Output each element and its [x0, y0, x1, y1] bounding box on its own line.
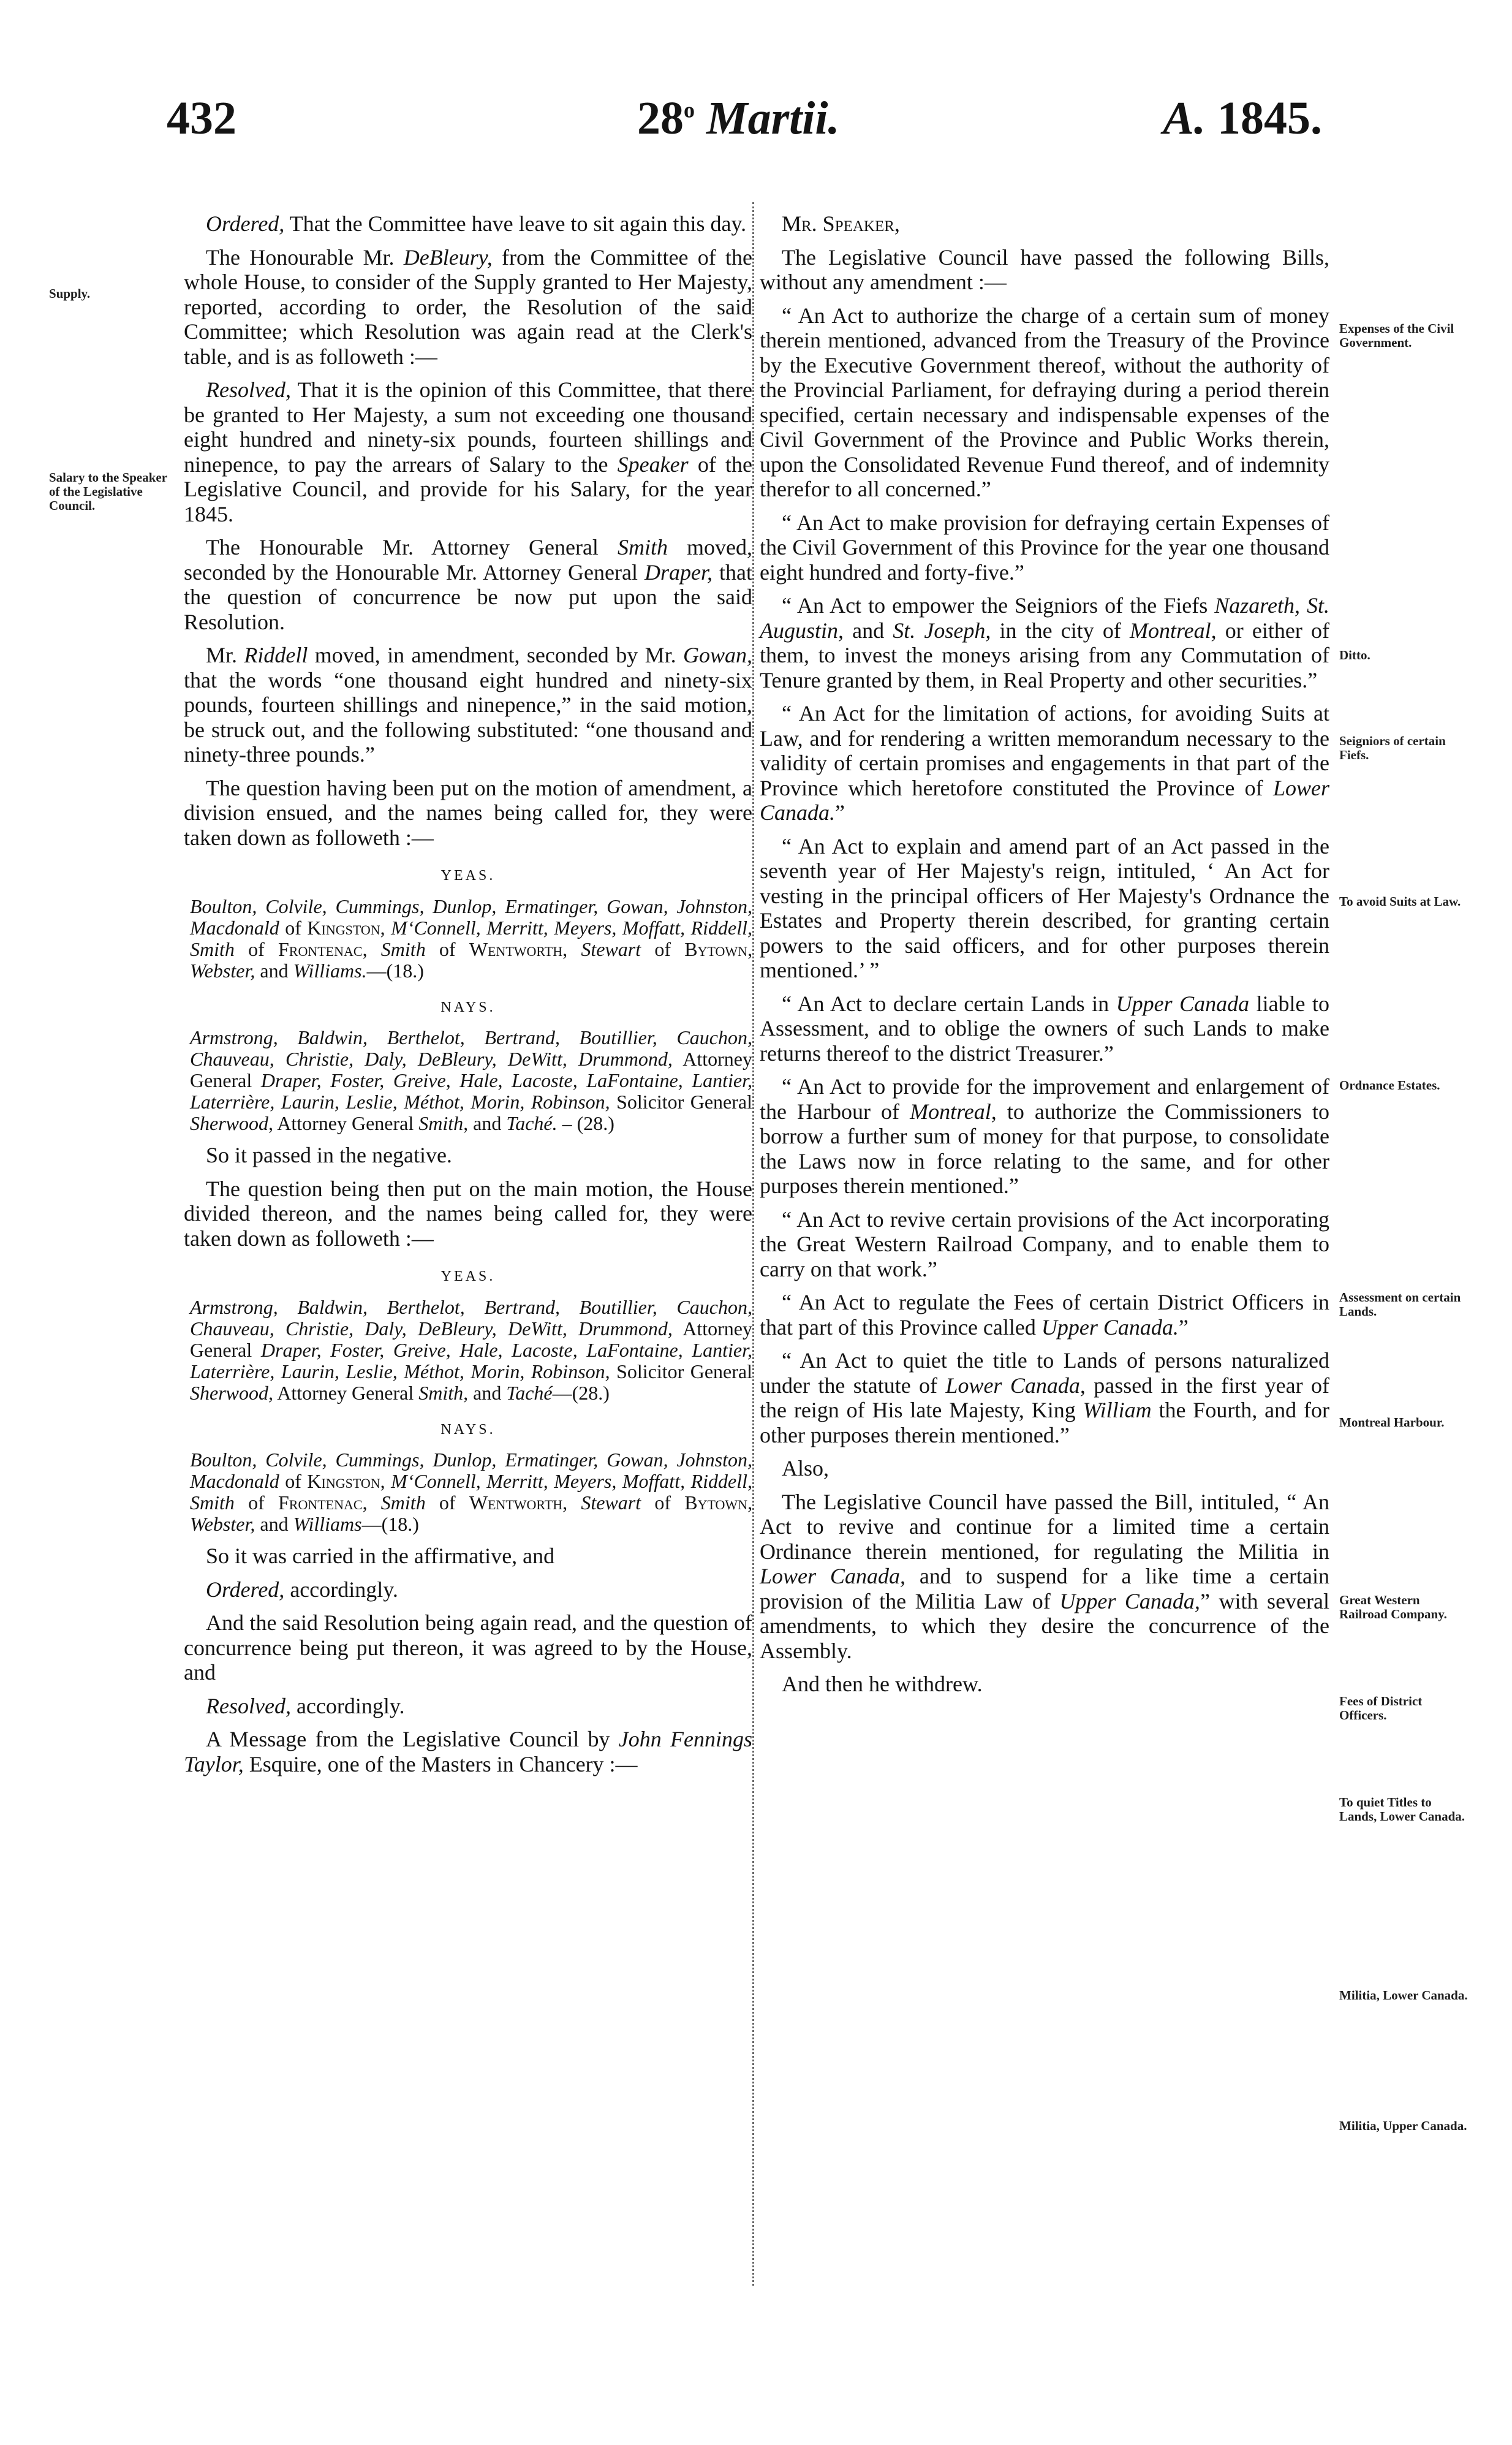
bill-assessment-lands: “ An Act to declare certain Lands in Upper Canada liable to Assessment, and to oblige the owners of such Lands to make returns thereof to the district Treasurer.” [760, 991, 1330, 1066]
margin-note-expenses: Expenses of the Civil Government. [1339, 321, 1454, 350]
page-header [0, 92, 1512, 159]
paragraph-supply-report: The Honourable Mr. DeBleury, from the Committee of the whole House, to consider of the Supply granted to Her Majesty, reported, according to order, the Resolution of the said Committee; which Resolution was again read at the Clerk's table, and is as followeth :— [184, 245, 753, 369]
bill-montreal-harbour: “ An Act to provide for the improvement and enlargement of the Harbour of Montreal, to authorize the Commissioners to borrow a further sum of money for that purpose, to consolidate the Laws now in force relating to the same, and for other purposes therein mentioned.” [760, 1074, 1329, 1198]
margin-note-salary: Salary to the Speaker of the Legislative Council. [49, 470, 167, 513]
yeas-heading-2: YEAS. [440, 1268, 496, 1284]
nays-list-1: Armstrong, Baldwin, Berthelot, Bertrand, Boutillier, Cauchon, Chauveau, Christie, Daly, DeBleury, DeWitt, Drummond, Attorney General Draper, Foster, Greive, Hale, Lacoste, LaFontaine, Lantier, Laterrière, Laurin, Leslie, Méthot, Morin, Robinson, Solicitor General Sherwood, Attorney General Smith, and Taché. – (28.) [190, 1026, 753, 1134]
yeas-heading-1: YEAS. [440, 868, 496, 884]
right-column [760, 211, 1329, 1697]
paragraph-resolution-agreed: And the said Resolution being again read, and the question of concurrence being put thereon, it was agreed to by the House, and [184, 1610, 752, 1685]
bill-quiet-titles: “ An Act to quiet the title to Lands of persons naturalized under the statute of Lower Canada, passed in the first year of the reign of His late Majesty, King William the Fourth, and for other purposes therein mentioned.” [760, 1348, 1329, 1447]
margin-note-ordnance: Ordnance Estates. [1339, 1078, 1440, 1093]
margin-note-assessment: Assessment on certain Lands. [1339, 1290, 1461, 1319]
margin-note-great-western: Great Western Railroad Company. [1339, 1593, 1447, 1621]
paragraph-withdrew: And then he withdrew. [782, 1672, 983, 1696]
paragraph-also: Also, [782, 1456, 830, 1480]
paragraph-division: The question having been put on the motion of amendment, a division ensued, and the names being called for, they were taken down as followeth :— [184, 775, 752, 850]
margin-note-militia-lower: Militia, Lower Canada. [1339, 1988, 1468, 2003]
margin-note-seigniors: Seigniors of certain Fiefs. [1339, 734, 1446, 762]
paragraph-bills-intro: The Legislative Council have passed the following Bills, without any amendment :— [760, 245, 1329, 294]
margin-note-quiet-titles: To quiet Titles to Lands, Lower Canada. [1339, 1795, 1465, 1824]
column-divider [752, 202, 754, 2286]
bill-seigniors-fiefs: “ An Act to empower the Seigniors of the Fiefs Nazareth, St. Augustin, and St. Joseph, in the city of Montreal, or either of them, to invest the moneys arising from any Commutation of Tenure granted by them, in Real Property and other securities.” [760, 593, 1330, 692]
paragraph-negative: So it passed in the negative. [206, 1143, 452, 1167]
paragraph-ordered-sit: Ordered, That the Committee have leave to sit again this day. [206, 211, 747, 236]
margin-note-fees: Fees of District Officers. [1339, 1694, 1423, 1723]
bill-ordnance-estates: “ An Act to explain and amend part of an Act passed in the seventh year of Her Majesty's reign, intituled, ‘ An Act for vesting in the principal officers of Her Majesty's Ordnance the Estates and Property therein described, for granting certain powers to the said officers, and for other purposes therein mentioned.’ ” [760, 833, 1329, 982]
bill-civil-government-expenses: “ An Act to make provision for defraying certain Expenses of the Civil Government of this Province for the year one thousand eight hundred and forty-five.” [760, 510, 1329, 585]
nays-heading-1: NAYS. [440, 999, 496, 1015]
margin-note-militia-upper: Militia, Upper Canada. [1339, 2118, 1467, 2133]
margin-note-avoid-suits: To avoid Suits at Law. [1339, 894, 1461, 909]
paragraph-affirmative: So it was carried in the affirmative, and [206, 1544, 555, 1568]
page-year: A. 1845. [1163, 93, 1322, 144]
page-number: 432 [167, 93, 236, 144]
margin-note-supply: Supply. [49, 286, 91, 301]
margin-note-ditto: Ditto. [1339, 648, 1370, 662]
bill-great-western: “ An Act to revive certain provisions of the Act incorporating the Great Western Railroad Company, and to enable them to carry on that work.” [760, 1207, 1329, 1281]
nays-list-2: Boulton, Colvile, Cummings, Dunlop, Ermatinger, Gowan, Johnston, Macdonald of Kingston, M‘Connell, Merritt, Meyers, Moffatt, Riddell, Smith of Frontenac, Smith of Wentworth, Stewart of Bytown, Webster, and Williams—(18.) [190, 1449, 753, 1535]
paragraph-amendment: Mr. Riddell moved, in amendment, seconded by Mr. Gowan, that the words “one thousand eight hundred and ninety-six pounds, fourteen shillings and ninepence,” in the said motion, be struck out, and the following substituted: “one thousand and ninety-three pounds.” [184, 643, 752, 767]
paragraph-ordered-accordingly: Ordered, accordingly. [206, 1577, 398, 1602]
paragraph-message: A Message from the Legislative Council by John Fennings Taylor, Esquire, one of the Masters in Chancery :— [184, 1727, 752, 1776]
yeas-list-2: Armstrong, Baldwin, Berthelot, Bertrand, Boutillier, Cauchon, Chauveau, Christie, Daly, DeBleury, DeWitt, Drummond, Attorney General Draper, Foster, Greive, Hale, Lacoste, LaFontaine, Lantier, Laterrière, Laurin, Leslie, Méthot, Morin, Robinson, Solicitor General Sherwood, Attorney General Smith, and Taché—(28.) [190, 1295, 753, 1404]
paragraph-main-motion: The question being then put on the main motion, the House divided thereon, and the names being called for, they were taken down as followeth :— [184, 1176, 752, 1251]
paragraph-motion-concurrence: The Honourable Mr. Attorney General Smith moved, seconded by the Honourable Mr. Attorney General Draper, that the question of concurrence be now put upon the said Resolution. [184, 535, 752, 634]
bill-civil-government-charge: “ An Act to authorize the charge of a certain sum of money therein mentioned, advanced from the Treasury of the Province by the Executive Government thereof, without the authority of the Provincial Parliament, for defraying during a period therein specified, certain necessary and indispensable expenses of the Civil Government of the Province and Public Works therein, upon the Consolidated Revenue Fund thereof, and of indemnity therefor to all concerned.” [760, 303, 1329, 501]
bill-limitation-of-actions: “ An Act for the limitation of actions, for avoiding Suits at Law, and for rendering a written memorandum necessary to the validity of certain promises and engagements in that part of the Province which heretofore constituted the Province of Lower Canada.” [760, 701, 1329, 825]
margin-note-harbour: Montreal Harbour. [1339, 1415, 1445, 1430]
paragraph-resolution: Resolved, That it is the opinion of this Committee, that there be granted to Her Majesty, a sum not exceeding one thousand eight hundred and ninety-six pounds, fourteen shillings and ninepence, to pay the arrears of Salary to the Speaker of the Legislative Council, and provide for his Salary, for the year 1845. [184, 377, 753, 526]
bill-militia: The Legislative Council have passed the Bill, intituled, “ An Act to revive and continue for a limited time a certain Ordinance therein mentioned, for regulating the Militia in Lower Canada, and to suspend for a like time a certain provision of the Militia Law of Upper Canada,” with several amendments, to which they desire the concurrence of the Assembly. [760, 1489, 1329, 1663]
page-date: 28$^o$ Martii. [637, 93, 840, 144]
left-column [184, 211, 752, 1776]
bill-district-officers-fees: “ An Act to regulate the Fees of certain District Officers in that part of this Province called Upper Canada.” [760, 1290, 1329, 1340]
nays-heading-2: NAYS. [440, 1421, 496, 1438]
yeas-list-1: Boulton, Colvile, Cummings, Dunlop, Ermatinger, Gowan, Johnston, Macdonald of Kingston, M‘Connell, Merritt, Meyers, Moffatt, Riddell, Smith of Frontenac, Smith of Wentworth, Stewart of Bytown, Webster, and Williams.—(18.) [190, 895, 753, 982]
paragraph-resolved-accordingly: Resolved, accordingly. [206, 1693, 405, 1718]
salutation: Mr. Speaker, [782, 211, 900, 236]
